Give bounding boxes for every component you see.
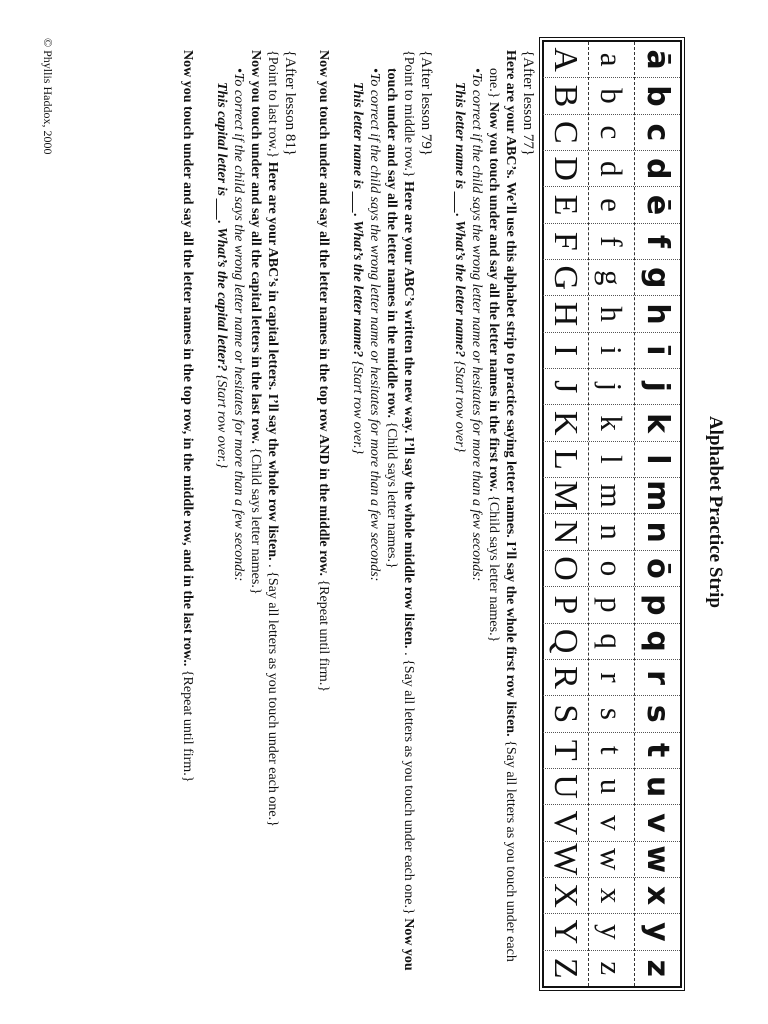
instruction-lesson-77: Here are your ABC’s. We’ll use this alphabet strip to practice saying letter names. I’ll say the whole first row listen. {Say all letters as you touch under each one.} Now you touch under and say all the letter names in the first row. {Child says letter names.} <box>486 50 518 962</box>
strip-letter-middle-6: g <box>589 259 634 295</box>
strip-row-capital <box>543 42 589 986</box>
strip-letter-middle-1: b <box>589 77 634 113</box>
strip-letter-middle-14: o <box>589 550 634 586</box>
strip-letter-capital-1: B <box>543 77 588 113</box>
prompt-lesson-77: This letter name is ___. What’s the letter name? {Start row over} <box>452 82 467 453</box>
strip-letter-top-0: ā <box>640 49 675 70</box>
strip-letter-capital-14: O <box>543 550 588 586</box>
strip-letter-capital-19: T <box>543 732 588 768</box>
strip-letter-top-11: l <box>635 441 680 477</box>
strip-letter-middle-3: d <box>589 150 634 186</box>
strip-letter-capital-20: U <box>543 768 588 804</box>
strip-letter-capital-16: Q <box>543 623 588 659</box>
strip-letter-top-1: b <box>635 77 680 113</box>
copyright-footer: © Phyllis Haddox, 2000 <box>41 38 55 155</box>
correction-lesson-79: •To correct if the child says the wrong letter name or hesitates for more than a few seconds: <box>367 68 382 582</box>
strip-letter-capital-0: A <box>547 47 585 72</box>
strip-letter-capital-22: W <box>543 841 588 877</box>
strip-letter-top-16: q <box>635 623 680 659</box>
strip-letter-middle-10: k <box>589 404 634 440</box>
strip-letter-capital-25: Z <box>543 950 588 986</box>
strip-letter-capital-11: L <box>543 441 588 477</box>
strip-letter-middle-19: t <box>589 732 634 768</box>
strip-letter-middle-2: c <box>589 114 634 150</box>
strip-letter-capital-3: D <box>543 150 588 186</box>
strip-letter-top-2: c <box>635 114 680 150</box>
strip-letter-capital-18: S <box>543 695 588 731</box>
strip-letter-capital-4: E <box>543 186 588 222</box>
strip-letter-top-20: u <box>635 768 680 804</box>
strip-letter-top-14: ō <box>635 550 680 586</box>
strip-letter-top-5: f <box>635 223 680 259</box>
strip-letter-middle-17: r <box>589 659 634 695</box>
alphabet-strip <box>542 40 682 988</box>
strip-letter-middle-7: h <box>589 295 634 331</box>
strip-letter-middle-16: q <box>589 623 634 659</box>
strip-letter-top-21: v <box>635 804 680 840</box>
strip-row-top <box>635 42 680 986</box>
strip-letter-capital-15: P <box>543 586 588 622</box>
strip-letter-middle-15: p <box>589 586 634 622</box>
strip-letter-top-8: ī <box>635 332 680 368</box>
strip-letter-middle-4: e <box>589 186 634 222</box>
strip-letter-middle-21: v <box>589 804 634 840</box>
strip-letter-top-22: w <box>635 841 680 877</box>
prompt-lesson-81: This capital letter is ___. What’s the capital letter? {Start row over.} <box>214 82 229 469</box>
instructions <box>179 50 536 980</box>
strip-row-middle <box>589 42 635 986</box>
strip-letter-middle-23: x <box>589 877 634 913</box>
strip-letter-capital-23: X <box>543 877 588 913</box>
strip-letter-middle-22: w <box>589 841 634 877</box>
correction-lesson-77: •To correct if the child says the wrong letter name or hesitates for more than a few seconds: <box>469 68 484 582</box>
strip-letter-top-18: s <box>635 695 680 731</box>
strip-letter-top-19: t <box>635 732 680 768</box>
strip-letter-capital-12: M <box>543 477 588 513</box>
strip-letter-top-7: h <box>635 295 680 331</box>
heading-lesson-79: {After lesson 79} <box>418 50 434 157</box>
strip-letter-capital-2: C <box>543 114 588 150</box>
strip-letter-top-25: z <box>635 950 680 986</box>
strip-letter-top-6: g <box>635 259 680 295</box>
page-title: Alphabet Practice Strip <box>705 415 726 609</box>
instruction-lesson-81: {Point to last row.} Here are your ABC’s in capital letters. I’ll say the whole row listen. . {Say all letters as you touch under each one.} Now you touch under and say all the capital letters in the last row. {Child says letter names.} <box>248 50 280 827</box>
strip-letter-top-10: k <box>635 404 680 440</box>
heading-lesson-77: {After lesson 77} <box>520 50 536 157</box>
strip-letter-capital-6: G <box>543 259 588 295</box>
strip-letter-middle-9: j <box>589 368 634 404</box>
review-lesson-81: Now you touch under and say all the letter names in the top row, in the middle row, and in the last row.. {Repeat until firm.} <box>180 50 195 783</box>
strip-letter-top-23: x <box>635 877 680 913</box>
strip-letter-middle-24: y <box>589 913 634 949</box>
strip-letter-capital-10: K <box>543 404 588 440</box>
strip-letter-capital-8: I <box>543 332 588 368</box>
strip-letter-middle-20: u <box>589 768 634 804</box>
instruction-lesson-79: {Point to middle row.} Here are your ABC’s written the new way. I’ll say the whole middle row listen. . {Say all letters as you touch under each one.} Now you touch under and say all the letter names in the middle row. {Child says letter names.} <box>384 50 416 971</box>
strip-letter-capital-13: N <box>543 513 588 549</box>
strip-letter-middle-18: s <box>589 695 634 731</box>
strip-letter-top-3: d <box>635 150 680 186</box>
strip-letter-top-4: ē <box>635 186 680 222</box>
review-lesson-79: Now you touch under and say all the letter names in the top row AND in the middle row. {Repeat until firm.} <box>316 50 331 693</box>
strip-letter-top-15: p <box>635 586 680 622</box>
strip-letter-capital-5: F <box>543 223 588 259</box>
strip-letter-middle-13: n <box>589 513 634 549</box>
heading-lesson-81: {After lesson 81} <box>282 50 298 157</box>
strip-letter-capital-24: Y <box>543 913 588 949</box>
strip-letter-capital-9: J <box>543 368 588 404</box>
strip-letter-middle-11: l <box>589 441 634 477</box>
strip-letter-capital-17: R <box>543 659 588 695</box>
strip-letter-middle-0: a <box>594 52 630 67</box>
strip-letter-top-9: j <box>635 368 680 404</box>
strip-letter-middle-5: f <box>589 223 634 259</box>
strip-letter-top-13: n <box>635 513 680 549</box>
strip-letter-top-12: m <box>635 477 680 513</box>
prompt-lesson-79: This letter name is ___. What’s the letter name? {Start row over.} <box>350 82 365 455</box>
strip-letter-top-17: r <box>635 659 680 695</box>
strip-letter-middle-25: z <box>589 950 634 986</box>
strip-letter-capital-7: H <box>543 295 588 331</box>
strip-letter-top-24: y <box>635 913 680 949</box>
correction-lesson-81: •To correct if the child says the wrong letter name or hesitates for more than a few seconds: <box>231 68 246 582</box>
strip-letter-capital-21: V <box>543 804 588 840</box>
strip-letter-middle-12: m <box>589 477 634 513</box>
strip-letter-middle-8: i <box>589 332 634 368</box>
